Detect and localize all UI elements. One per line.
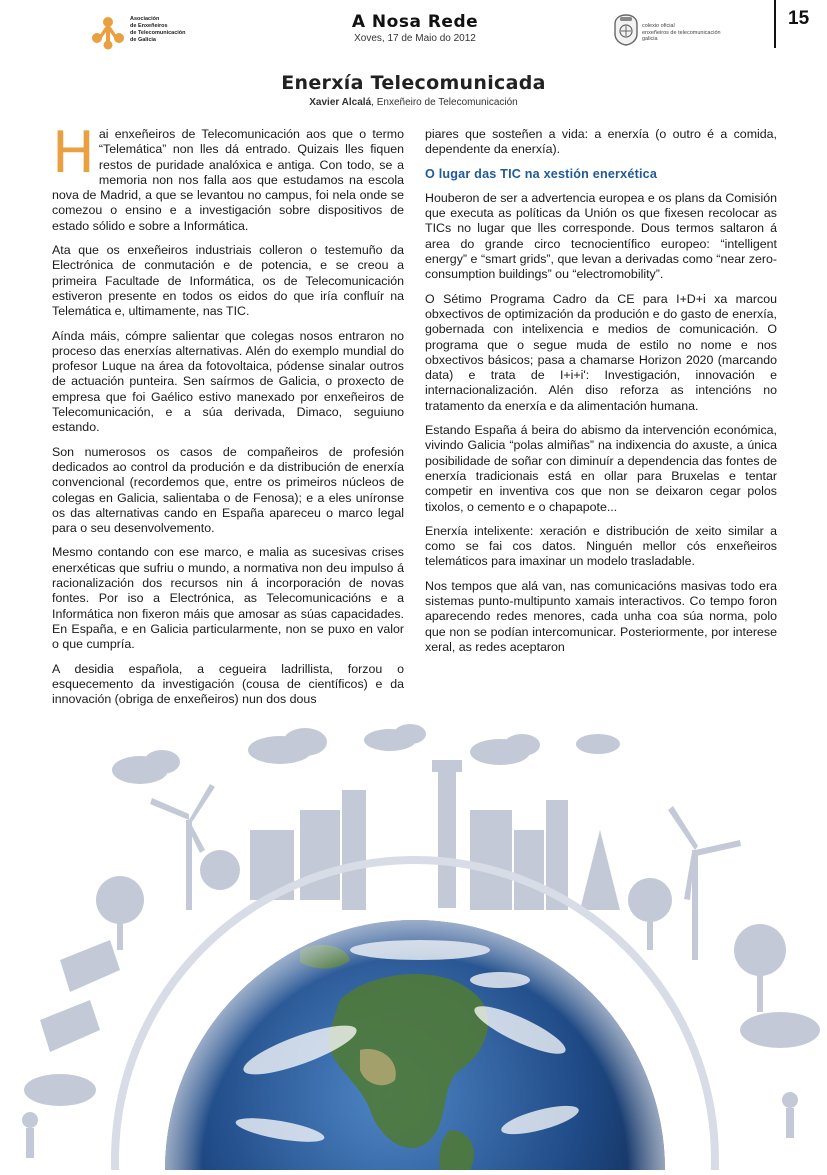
article-title: Enerxía Telecomunicada	[281, 72, 546, 94]
paragraph: Houberon de ser a advertencia europea e os plans da Comisión que executa as políticas da Unión os que fixesen recolocar as TICs no lugar que lles corresponde. Dous termos saltaron á area do grande circo tecnocientífico europeo: “intelligent energy” e “smart grids”, que levan a derivadas como “near zero-consumption buildings” ou “electromobility”.	[425, 190, 777, 282]
author-role: , Enxeñeiro de Telecomunicación	[371, 97, 518, 108]
paragraph: Mesmo contando con ese marco, e malia as sucesivas crises enerxéticas que sufriu o mundo, a normativa non deu impulso á racionalización dos recursos nin á incorporación de novas fontes. Por iso a Electrónica, as Telecomunicacións e a Informática non fixeron máis que amosar as súas capacidades. En España, e en Galicia particularmente, non se puxo en valor o que cumpría.	[52, 545, 404, 652]
author-name: Xavier Alcalá	[309, 97, 372, 108]
section-subheading: O lugar das TIC na xestión enerxética	[425, 166, 658, 181]
association-name-line: de Telecomunicación	[130, 30, 186, 36]
paragraph: Enerxía intelixente: xeración e distribución de xeito similar a como se fai cos datos. Ninguén mellor cós enxeñeiros telemáticos para imaxinar un modelo trasladable.	[425, 523, 777, 569]
issue-date: Xoves, 17 de Maio do 2012	[354, 33, 476, 44]
paragraph: Estando España á beira do abismo da intervención económica, vivindo Galicia “polas almiñas” na indixencia do axuste, a única posibilidade de soñar con diminuír a dependencia das fontes de enerxía tradicionais está en ollar para Bruxelas e tentar competir en inventiva cos que non se deixaron cegar polos tixolos, o cemento e o chapapote...	[425, 423, 777, 514]
paragraph: Aínda máis, cómpre salientar que colegas nosos entraron no proceso das enerxías alternativas. Alén do exemplo mundial do profesor Luque na área da fotovoltaica, pódense sinalar outros de actuación punteira. Sen saírmos de Galicia, o proxecto de empresa que foi Gaélico estivo manexado por enxeñeiros de Telecomunicación, e a súa derivada, Dimaco, seguiuno estando.	[52, 328, 404, 435]
association-name	[130, 16, 190, 44]
college-seal-icon	[612, 14, 640, 46]
paragraph: A desidia española, a cegueira ladrillista, forzou o esquecemento da investigación (cousa de científicos) e da innovación (obriga de enxeñeiros) nun dos dous	[52, 661, 404, 707]
right-column	[425, 127, 777, 664]
paragraph: piares que sosteñen a vida: a enerxía (o outro é a comida, dependente da enerxía).	[425, 127, 777, 157]
left-column	[52, 120, 404, 716]
paragraph-text: ai enxeñeiros de Telecomunicación aos que o termo “Telemática” non lles dá entrado. Quizais lles fiquen restos de puridade analóxica e antiga. Con todo, se a memoria non nos falla aos que estudamos na escola nova de Madrid, a que se levantou no campus, foi nela onde se comezou o ensino e a investigación sobre dispositivos de estado sólido e sobre a Informática.	[52, 127, 404, 233]
page-number-divider	[774, 0, 776, 48]
college-logo	[612, 14, 762, 50]
article-byline	[0, 97, 827, 108]
masthead	[330, 12, 500, 44]
network-nodes-icon	[90, 16, 126, 50]
earth-silhouettes-image	[0, 700, 827, 1170]
paragraph	[52, 120, 404, 234]
drop-cap: H	[52, 120, 95, 186]
paragraph: Son numerosos os casos de compañeiros de profesión dedicados ao control da produción e da distribución de enerxía convencional (recordemos que, entre os primeiros núcleos de colegas en Galicia, salientaba o de Fenosa); e a eles uníronse os das alternativas cando en España apareceu o marco legal para o seu desenvolvemento.	[52, 444, 404, 536]
paragraph: Nos tempos que alá van, nas comunicacións masivas todo era sistemas punto-multipunto xamais interactivos. Co tempo foron aparecendo redes menores, cada unha coa súa norma, polo que non se podían intercomunicar. Posteriormente, por interese xeral, as redes aceptaron	[425, 578, 777, 654]
page-header	[0, 0, 827, 60]
page-number: 15	[788, 8, 810, 29]
college-name-line: enxeñeiros de telecomunicación	[642, 29, 721, 36]
association-logo	[90, 14, 190, 54]
college-name-line: colexio oficial	[642, 23, 675, 29]
association-name-line: Asociación	[130, 16, 160, 22]
college-name	[642, 23, 752, 43]
paragraph: Ata que os enxeñeiros industriais colleron o testemuño da Electrónica de conmutación e de potencia, e se creou a primeira Facultade de Informática, os de Telecomunicación estiveron presente en todos os eidos do que iría confluír na Telemática e, ultimamente, nas TIC.	[52, 243, 404, 319]
earth-illustration	[0, 700, 827, 1170]
paragraph: O Sétimo Programa Cadro da CE para I+D+i xa marcou obxectivos de optimización da produción e do gasto de enerxía, gobernada con intelixencia e medios de comunicación. O programa que o segue muda de estilo no nome e nos obxectivos básicos; pasa a chamarse Horizon 2020 (marcando data) e trata de I+i+i': Investigación, innovación e internacionalización. Alén diso reforza as intencións no tratamento da enerxía e da alimentación humana.	[425, 291, 777, 413]
association-name-line: de Galicia	[130, 37, 156, 43]
association-name-line: de Enxeñeiros	[130, 23, 168, 29]
magazine-title: A Nosa Rede	[351, 12, 479, 32]
college-name-line: galicia	[642, 36, 658, 42]
